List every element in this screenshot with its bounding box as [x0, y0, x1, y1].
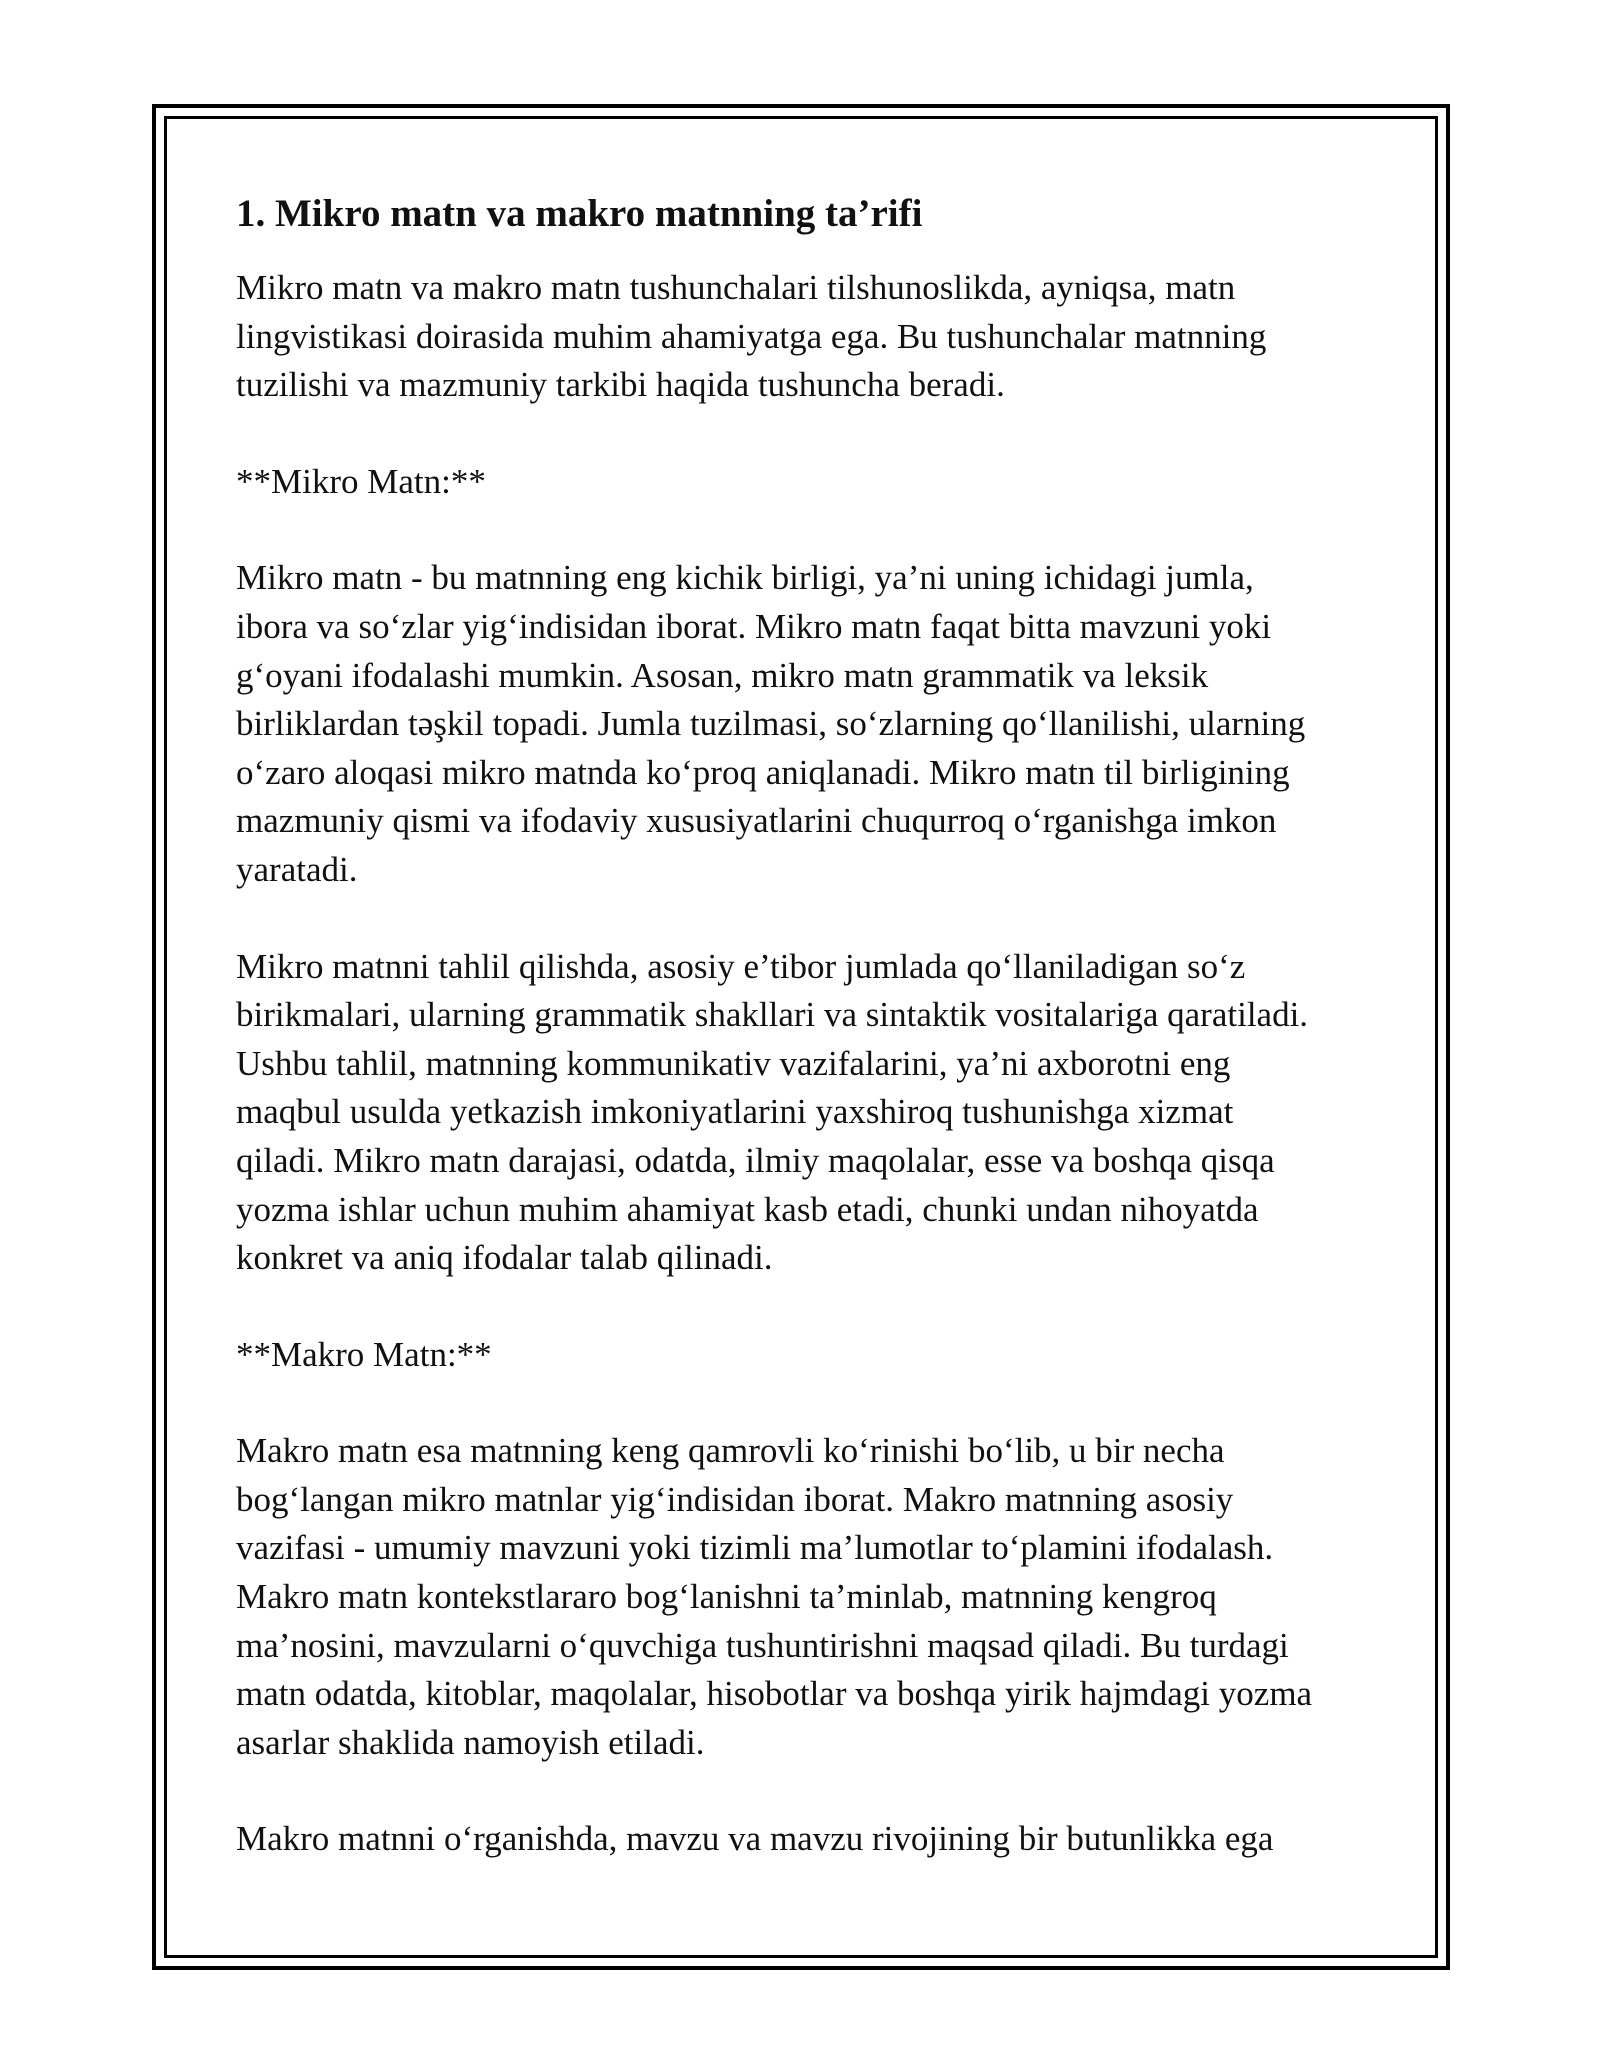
paragraph-intro: Mikro matn va makro matn tushunchalari tilshunoslikda, ayniqsa, matn lingvistikasi doirasida muhim ahamiyatga ega. Bu tushunchalar matnning tuzilishi va mazmuniy tarkibi haqida tushuncha beradi.: [236, 268, 1267, 405]
paragraph-makro-study: Makro matnni o‘rganishda, mavzu va mavzu rivojining bir butunlikka ega: [236, 1819, 1274, 1859]
paragraph-mikro-analysis: Mikro matnni tahlil qilishda, asosiy e’tibor jumlada qo‘llaniladigan so‘z birikmalari, ularning grammatik shakllari va sintaktik vositalariga qaratiladi. Ushbu tahlil, matnning kommunikativ vazifalarini, ya’ni axborotni eng maqbul usulda yetkazish imkoniyatlarini yaxshiroq tushunishga xizmat qiladi. Mikro matn darajasi, odatda, ilmiy maqolalar, esse va boshqa qisqa yozma ishlar uchun muhim ahamiyat kasb etadi, chunki undan nihoyatda konkret va aniq ifodalar talab qilinadi.: [236, 946, 1309, 1278]
paragraph-mikro-definition: Mikro matn - bu matnning eng kichik birligi, ya’ni uning ichidagi jumla, ibora va so‘zlar yig‘indisidan iborat. Mikro matn faqat bitta mavzuni yoki g‘oyani ifodalashi mumkin. Asosan, mikro matn grammatik va leksik birliklardan təşkil topadi. Jumla tuzilmasi, so‘zlarning qo‘llanilishi, ularning o‘zaro aloqasi mikro matnda ko‘proq aniqlanadi. Mikro matn til birligining mazmuniy qismi va ifodaviy xususiyatlarini chuqurroq o‘rganishga imkon yaratadi.: [236, 558, 1306, 889]
paragraph-makro-label: **Makro Matn:**: [236, 1334, 492, 1374]
document-body: [236, 186, 1386, 1912]
paragraph-mikro-label: **Mikro Matn:**: [236, 461, 486, 501]
paragraph-makro-definition: Makro matn esa matnning keng qamrovli ko‘rinishi bo‘lib, u bir necha bog‘langan mikro matnlar yig‘indisidan iborat. Makro matnning asosiy vazifasi - umumiy mavzuni yoki tizimli ma’lumotlar to‘plamini ifodalash. Makro matn kontekstlararo bog‘lanishni ta’minlab, matnning kengroq ma’nosini, mavzularni o‘quvchiga tushuntirishni maqsad qiladi. Bu turdagi matn odatda, kitoblar, maqolalar, hisobotlar va boshqa yirik hajmdagi yozma asarlar shaklida namoyish etiladi.: [236, 1431, 1313, 1762]
section-heading: 1. Mikro matn va makro matnning ta’rifi: [236, 192, 923, 235]
